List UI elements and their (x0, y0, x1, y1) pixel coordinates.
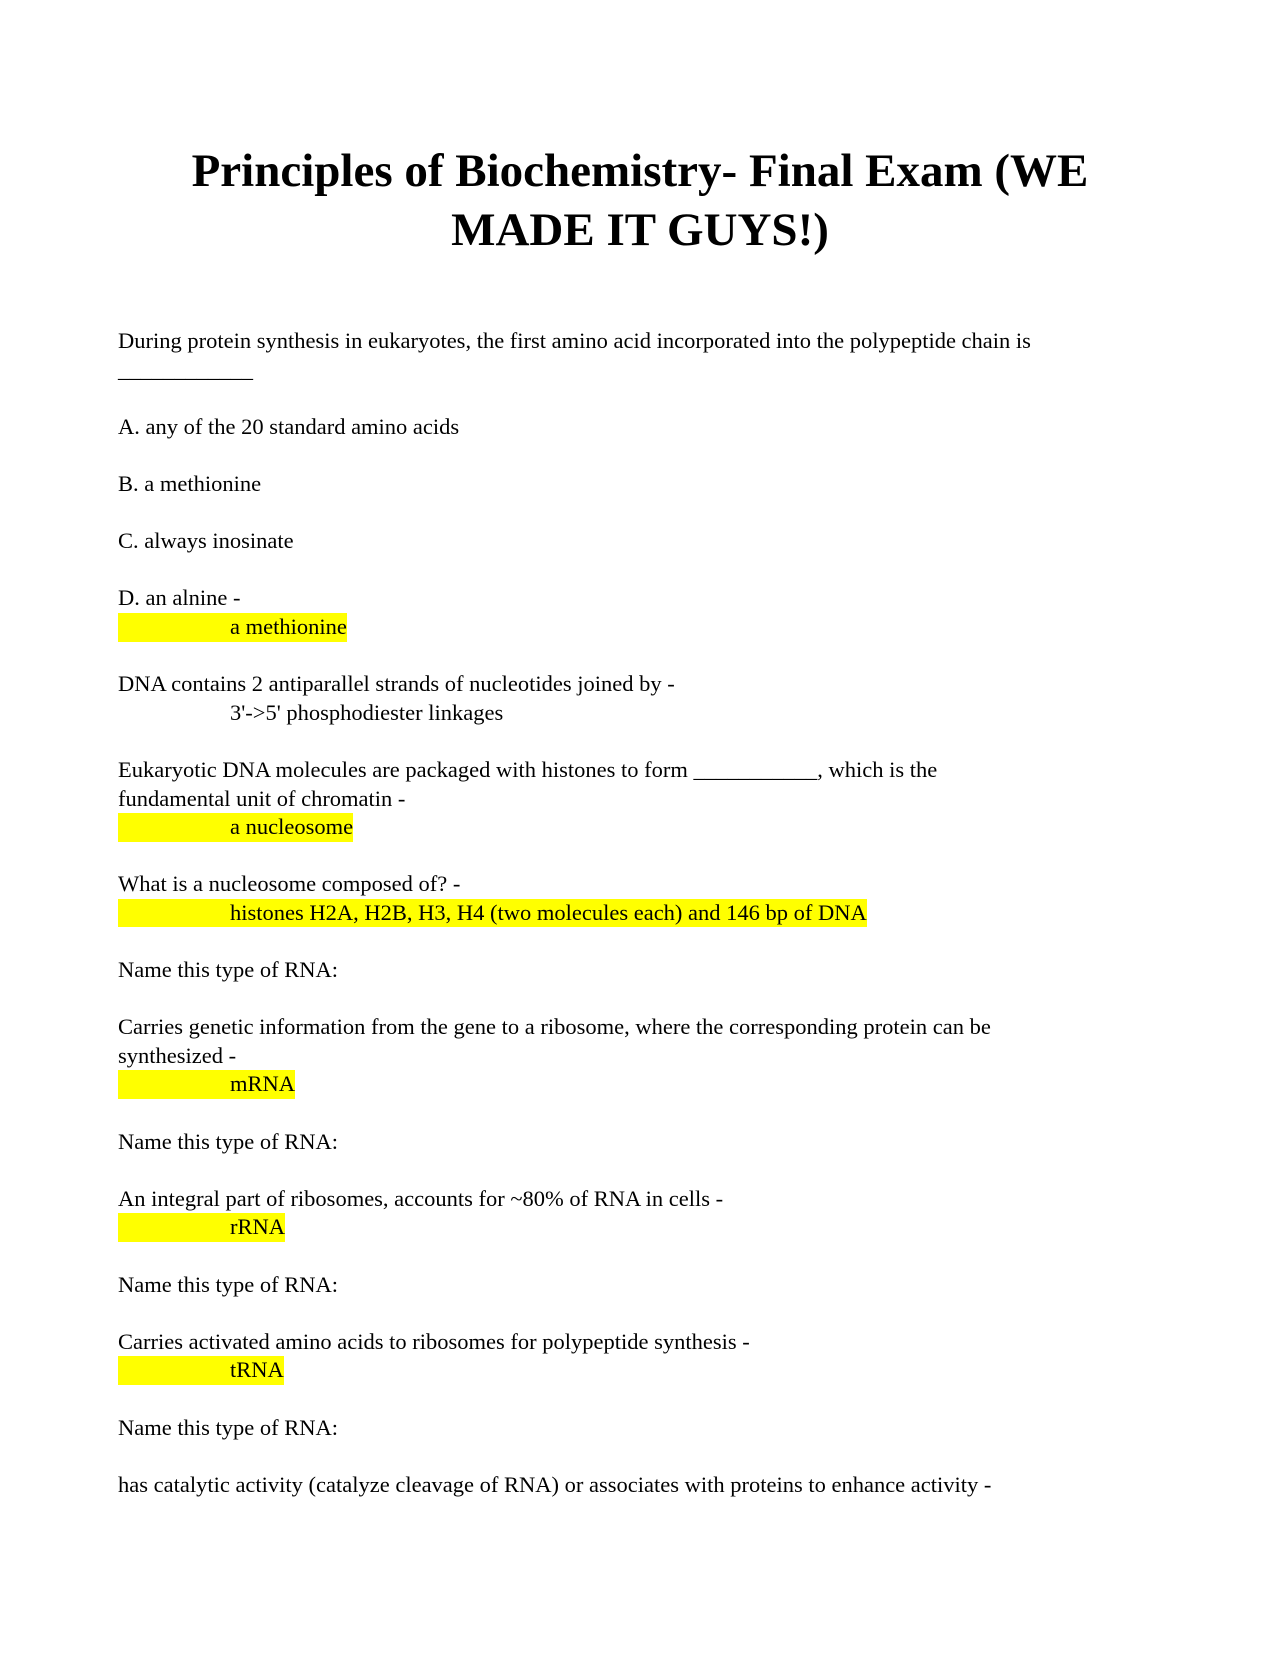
question-stem: DNA contains 2 antiparallel strands of nucleotides joined by - (118, 671, 675, 697)
rna-prompt-2: Name this type of RNA: (118, 1128, 338, 1154)
rna-prompt-3: Name this type of RNA: (118, 1271, 338, 1297)
highlighted-answer: mRNA (118, 1070, 295, 1099)
question-stem-line-1: Carries genetic information from the gene to a ribosome, where the corresponding protein can be (118, 1014, 991, 1040)
question-stem: Carries activated amino acids to ribosomes for polypeptide synthesis - (118, 1328, 750, 1354)
rna-prompt-1: Name this type of RNA: (118, 957, 338, 983)
answer: 3'->5' phosphodiester linkages (230, 699, 504, 725)
question-stem-line-2: synthesized - (118, 1042, 237, 1068)
question-stem-line-1: Eukaryotic DNA molecules are packaged with histones to form ___________, which is the (118, 756, 938, 782)
option-c: C. always inosinate (118, 528, 294, 554)
question-stem: What is a nucleosome composed of? - (118, 871, 461, 897)
question-3 (118, 756, 1178, 842)
rna-prompt-4: Name this type of RNA: (118, 1414, 338, 1440)
highlighted-answer: rRNA (118, 1213, 285, 1242)
option-d-with-answer (118, 584, 1178, 641)
document-title (120, 142, 1160, 260)
question-7 (118, 1328, 1178, 1385)
question-8-stem: has catalytic activity (catalyze cleavage of RNA) or associates with proteins to enhance activity - (118, 1471, 992, 1497)
question-2 (118, 670, 1178, 727)
question-stem: An integral part of ribosomes, accounts for ~80% of RNA in cells - (118, 1185, 724, 1211)
option-a: A. any of the 20 standard amino acids (118, 413, 460, 439)
highlighted-answer: histones H2A, H2B, H3, H4 (two molecules each) and 146 bp of DNA (118, 899, 867, 928)
title-line-2: MADE IT GUYS!) (451, 204, 829, 256)
question-stem-line-2: fundamental unit of chromatin - (118, 785, 406, 811)
highlighted-answer: a nucleosome (118, 813, 353, 842)
question-6 (118, 1185, 1178, 1242)
question-1 (118, 327, 1178, 384)
option-d: D. an alnine - (118, 585, 241, 611)
question-4 (118, 870, 1178, 927)
answer-blank: ____________ (118, 356, 253, 382)
question-stem: During protein synthesis in eukaryotes, the first amino acid incorporated into the polypeptide chain is (118, 328, 1031, 353)
option-b: B. a methionine (118, 470, 262, 496)
highlighted-answer: tRNA (118, 1356, 284, 1385)
document-body (118, 327, 1178, 1528)
question-5 (118, 1013, 1178, 1099)
highlighted-answer: a methionine (118, 613, 347, 642)
title-line-1: Principles of Biochemistry- Final Exam (WE (191, 145, 1089, 197)
